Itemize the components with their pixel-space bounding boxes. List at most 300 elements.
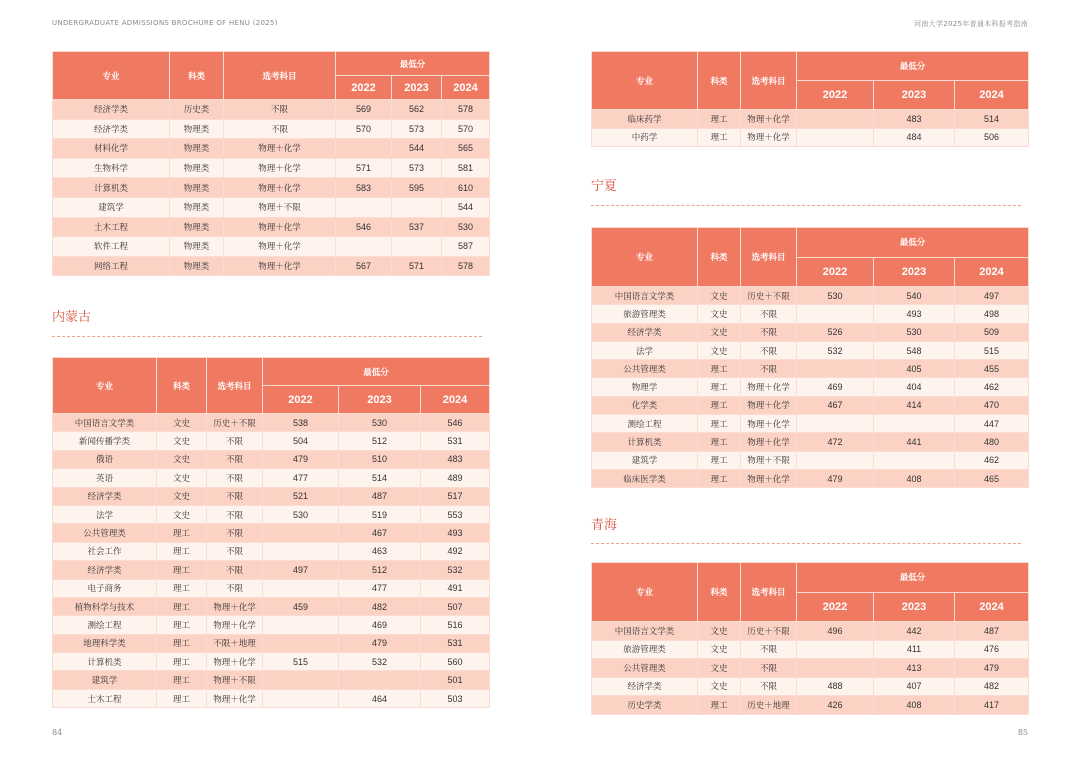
qinghai-score-table — [591, 562, 1029, 715]
cell-score-2022 — [336, 237, 392, 257]
cell-score-2024: 489 — [421, 469, 490, 487]
cell-score-2024: 565 — [442, 139, 490, 159]
cell-category: 物理类 — [170, 178, 224, 198]
col-header-year: 2022 — [797, 592, 874, 622]
cell-score-2022 — [263, 689, 339, 707]
cell-score-2024: 546 — [421, 414, 490, 432]
cell-score-2022: 570 — [336, 119, 392, 139]
cell-subjects: 物理＋化学 — [224, 158, 336, 178]
table-row — [592, 287, 1029, 305]
col-header-min-score: 最低分 — [797, 52, 1029, 81]
cell-score-2023: 487 — [339, 487, 421, 505]
cell-score-2023: 482 — [339, 597, 421, 615]
table-row — [53, 524, 490, 542]
cell-category: 理工 — [157, 561, 207, 579]
table-row — [592, 378, 1029, 396]
cell-score-2022 — [797, 451, 874, 469]
cell-score-2024: 480 — [955, 433, 1029, 451]
cell-score-2023: 442 — [874, 622, 955, 641]
table-row — [53, 634, 490, 652]
col-header-year: 2024 — [955, 257, 1029, 287]
section-divider — [52, 336, 482, 337]
cell-category: 文史 — [698, 677, 741, 696]
cell-score-2022 — [263, 524, 339, 542]
cell-score-2022: 546 — [336, 217, 392, 237]
section-divider — [591, 205, 1021, 206]
table-row — [53, 237, 490, 257]
cell-score-2024: 465 — [955, 469, 1029, 487]
cell-score-2023: 408 — [874, 696, 955, 715]
cell-score-2022: 459 — [263, 597, 339, 615]
cell-score-2023: 530 — [339, 414, 421, 432]
col-header-year: 2024 — [442, 76, 490, 100]
cell-score-2024: 497 — [955, 287, 1029, 305]
cell-category: 理工 — [698, 415, 741, 433]
cell-score-2023: 484 — [874, 128, 955, 147]
cell-subjects: 物理＋化学 — [207, 689, 263, 707]
cell-score-2023: 537 — [392, 217, 442, 237]
table-row — [53, 100, 490, 120]
cell-score-2022: 504 — [263, 432, 339, 450]
col-header-category: 科类 — [698, 228, 741, 287]
cell-subjects: 物理＋化学 — [224, 256, 336, 276]
cell-subjects: 物理＋化学 — [224, 178, 336, 198]
cell-subjects: 不限 — [207, 450, 263, 468]
cell-score-2023: 571 — [392, 256, 442, 276]
cell-category: 物理类 — [170, 119, 224, 139]
cell-score-2023: 467 — [339, 524, 421, 542]
cell-category: 物理类 — [170, 139, 224, 159]
cell-category: 理工 — [698, 378, 741, 396]
table-row — [53, 469, 490, 487]
cell-subjects: 物理＋化学 — [741, 396, 797, 414]
cell-score-2024: 507 — [421, 597, 490, 615]
cell-score-2022: 496 — [797, 622, 874, 641]
cell-category: 文史 — [698, 622, 741, 641]
cell-major: 经济学类 — [53, 119, 170, 139]
cell-category: 文史 — [698, 659, 741, 678]
cell-score-2024: 483 — [421, 450, 490, 468]
cell-score-2024: 530 — [442, 217, 490, 237]
cell-major: 计算机类 — [592, 433, 698, 451]
cell-subjects: 历史＋不限 — [741, 287, 797, 305]
cell-subjects: 不限 — [224, 100, 336, 120]
table-row — [53, 542, 490, 560]
cell-subjects: 物理＋化学 — [224, 217, 336, 237]
cell-subjects: 物理＋化学 — [224, 139, 336, 159]
cell-subjects: 不限＋地理 — [207, 634, 263, 652]
cell-score-2022 — [797, 659, 874, 678]
cell-subjects: 不限 — [741, 360, 797, 378]
table-row — [53, 579, 490, 597]
cell-score-2022: 569 — [336, 100, 392, 120]
cell-score-2022 — [797, 640, 874, 659]
cell-major: 中药学 — [592, 128, 698, 147]
table-row — [53, 653, 490, 671]
col-header-major: 专业 — [592, 228, 698, 287]
cell-score-2024: 455 — [955, 360, 1029, 378]
cell-category: 理工 — [157, 616, 207, 634]
cell-score-2023: 464 — [339, 689, 421, 707]
cell-subjects: 不限 — [741, 323, 797, 341]
cell-score-2024: 506 — [955, 128, 1029, 147]
cell-subjects: 历史＋地理 — [741, 696, 797, 715]
cell-category: 理工 — [698, 128, 741, 147]
col-header-year: 2022 — [263, 386, 339, 414]
cell-major: 新闻传播学类 — [53, 432, 157, 450]
cell-major: 法学 — [592, 341, 698, 359]
cell-subjects: 物理＋化学 — [741, 128, 797, 147]
cell-score-2024: 491 — [421, 579, 490, 597]
cell-subjects: 物理＋不限 — [207, 671, 263, 689]
cell-subjects: 物理＋化学 — [207, 653, 263, 671]
col-header-year: 2022 — [797, 257, 874, 287]
col-header-subjects: 选考科目 — [207, 358, 263, 414]
cell-score-2022 — [336, 197, 392, 217]
neimenggu-score-table — [52, 357, 490, 708]
cell-major: 公共管理类 — [592, 360, 698, 378]
cell-subjects: 物理＋化学 — [741, 378, 797, 396]
cell-category: 文史 — [157, 487, 207, 505]
cell-major: 建筑学 — [592, 451, 698, 469]
cell-score-2024: 544 — [442, 197, 490, 217]
cell-subjects: 不限 — [207, 487, 263, 505]
cell-category: 文史 — [698, 323, 741, 341]
cell-category: 历史类 — [170, 100, 224, 120]
col-header-year: 2022 — [797, 81, 874, 110]
cell-category: 理工 — [698, 396, 741, 414]
province-title-neimenggu: 内蒙古 — [52, 310, 92, 325]
cell-score-2022: 521 — [263, 487, 339, 505]
cell-major: 土木工程 — [53, 217, 170, 237]
cell-score-2023: 477 — [339, 579, 421, 597]
cell-major: 俄语 — [53, 450, 157, 468]
cell-score-2023: 510 — [339, 450, 421, 468]
table-row — [53, 217, 490, 237]
cell-subjects: 不限 — [741, 341, 797, 359]
cell-score-2023: 514 — [339, 469, 421, 487]
cell-subjects: 物理＋化学 — [224, 237, 336, 257]
col-header-year: 2023 — [874, 592, 955, 622]
table-row — [592, 110, 1029, 129]
cell-score-2022: 530 — [797, 287, 874, 305]
cell-score-2022 — [336, 139, 392, 159]
cell-subjects: 物理＋不限 — [741, 451, 797, 469]
cell-score-2024: 493 — [421, 524, 490, 542]
cell-category: 理工 — [698, 696, 741, 715]
cell-subjects: 物理＋化学 — [207, 597, 263, 615]
cell-major: 法学 — [53, 505, 157, 523]
cell-category: 理工 — [157, 671, 207, 689]
cell-score-2022: 538 — [263, 414, 339, 432]
cell-score-2024: 492 — [421, 542, 490, 560]
cell-category: 理工 — [157, 653, 207, 671]
cell-major: 生物科学 — [53, 158, 170, 178]
cell-score-2022 — [797, 415, 874, 433]
cell-score-2023 — [392, 237, 442, 257]
cell-score-2023: 530 — [874, 323, 955, 341]
col-header-major: 专业 — [53, 358, 157, 414]
cell-score-2024: 470 — [955, 396, 1029, 414]
cell-score-2024: 517 — [421, 487, 490, 505]
cell-score-2023: 479 — [339, 634, 421, 652]
cell-category: 理工 — [157, 542, 207, 560]
cell-score-2023: 414 — [874, 396, 955, 414]
cell-subjects: 物理＋化学 — [741, 469, 797, 487]
cell-category: 物理类 — [170, 237, 224, 257]
cell-score-2023: 595 — [392, 178, 442, 198]
cell-score-2023: 411 — [874, 640, 955, 659]
cell-major: 经济学类 — [592, 323, 698, 341]
cell-subjects: 不限 — [207, 432, 263, 450]
table-row — [592, 323, 1029, 341]
table-row — [53, 616, 490, 634]
table-row — [592, 128, 1029, 147]
col-header-category: 科类 — [157, 358, 207, 414]
cell-score-2024: 476 — [955, 640, 1029, 659]
cell-score-2022 — [263, 542, 339, 560]
cell-major: 中国语言文学类 — [53, 414, 157, 432]
table-row — [53, 197, 490, 217]
col-header-year: 2024 — [955, 592, 1029, 622]
cell-score-2022: 515 — [263, 653, 339, 671]
cell-major: 土木工程 — [53, 689, 157, 707]
cell-major: 经济学类 — [592, 677, 698, 696]
table-row — [53, 487, 490, 505]
cell-subjects: 历史＋不限 — [741, 622, 797, 641]
cell-category: 文史 — [698, 287, 741, 305]
cell-category: 物理类 — [170, 158, 224, 178]
col-header-major: 专业 — [592, 52, 698, 110]
table-row — [53, 256, 490, 276]
col-header-min-score: 最低分 — [336, 52, 490, 76]
cell-major: 计算机类 — [53, 178, 170, 198]
cell-score-2022: 583 — [336, 178, 392, 198]
table-row — [53, 505, 490, 523]
cell-score-2022: 497 — [263, 561, 339, 579]
table-row — [53, 561, 490, 579]
cell-score-2022: 526 — [797, 323, 874, 341]
cell-score-2022: 426 — [797, 696, 874, 715]
page-number-left: 84 — [52, 728, 63, 737]
cell-subjects: 物理＋化学 — [741, 110, 797, 129]
cell-subjects: 物理＋化学 — [741, 415, 797, 433]
cell-category: 文史 — [698, 640, 741, 659]
table-row — [53, 178, 490, 198]
cell-category: 文史 — [698, 341, 741, 359]
cell-category: 物理类 — [170, 256, 224, 276]
cell-score-2023: 463 — [339, 542, 421, 560]
cell-score-2024: 560 — [421, 653, 490, 671]
col-header-subjects: 选考科目 — [741, 228, 797, 287]
col-header-major: 专业 — [592, 563, 698, 622]
col-header-min-score: 最低分 — [797, 563, 1029, 593]
cell-category: 理工 — [157, 579, 207, 597]
cell-score-2022: 530 — [263, 505, 339, 523]
cell-score-2024: 509 — [955, 323, 1029, 341]
cell-score-2024: 487 — [955, 622, 1029, 641]
col-header-major: 专业 — [53, 52, 170, 100]
cell-major: 公共管理类 — [592, 659, 698, 678]
cell-score-2023: 469 — [339, 616, 421, 634]
cell-category: 文史 — [157, 505, 207, 523]
cell-score-2023: 405 — [874, 360, 955, 378]
col-header-category: 科类 — [170, 52, 224, 100]
cell-category: 理工 — [157, 597, 207, 615]
cell-major: 历史学类 — [592, 696, 698, 715]
cell-score-2022: 477 — [263, 469, 339, 487]
col-header-min-score: 最低分 — [797, 228, 1029, 258]
cell-major: 临床药学 — [592, 110, 698, 129]
province-title-qinghai: 青海 — [591, 518, 618, 533]
cell-score-2022: 467 — [797, 396, 874, 414]
cell-category: 物理类 — [170, 217, 224, 237]
cell-score-2024: 578 — [442, 100, 490, 120]
cell-score-2022: 472 — [797, 433, 874, 451]
cell-score-2022: 567 — [336, 256, 392, 276]
cell-subjects: 不限 — [741, 640, 797, 659]
table-row — [592, 640, 1029, 659]
cell-major: 物理学 — [592, 378, 698, 396]
table-row — [592, 622, 1029, 641]
cell-subjects: 物理＋不限 — [224, 197, 336, 217]
cell-subjects: 不限 — [207, 542, 263, 560]
cell-subjects: 不限 — [207, 505, 263, 523]
cell-major: 经济学类 — [53, 487, 157, 505]
cell-score-2022: 469 — [797, 378, 874, 396]
cell-score-2023 — [874, 451, 955, 469]
col-header-year: 2023 — [874, 81, 955, 110]
brochure-header-en: UNDERGRADUATE ADMISSIONS BROCHURE OF HENU (2025) — [52, 19, 278, 27]
cell-score-2024: 553 — [421, 505, 490, 523]
table-row — [53, 432, 490, 450]
cell-score-2024: 447 — [955, 415, 1029, 433]
cell-major: 临床医学类 — [592, 469, 698, 487]
cell-major: 测绘工程 — [592, 415, 698, 433]
cell-score-2023 — [392, 197, 442, 217]
table-row — [592, 696, 1029, 715]
cell-score-2022 — [797, 360, 874, 378]
cell-category: 文史 — [157, 450, 207, 468]
cell-category: 理工 — [157, 689, 207, 707]
cell-score-2023: 413 — [874, 659, 955, 678]
cell-score-2023: 548 — [874, 341, 955, 359]
cell-score-2022 — [263, 616, 339, 634]
table-row — [53, 597, 490, 615]
col-header-subjects: 选考科目 — [741, 563, 797, 622]
table-row — [592, 659, 1029, 678]
cell-subjects: 历史＋不限 — [207, 414, 263, 432]
cell-score-2023: 407 — [874, 677, 955, 696]
cell-score-2022 — [797, 305, 874, 323]
table-row — [53, 414, 490, 432]
cell-score-2023: 519 — [339, 505, 421, 523]
cell-score-2023 — [339, 671, 421, 689]
cell-score-2024: 516 — [421, 616, 490, 634]
cell-score-2024: 503 — [421, 689, 490, 707]
cell-major: 测绘工程 — [53, 616, 157, 634]
cell-score-2023: 544 — [392, 139, 442, 159]
cell-subjects: 不限 — [741, 305, 797, 323]
table-row — [53, 158, 490, 178]
cell-subjects: 不限 — [207, 561, 263, 579]
cell-subjects: 不限 — [741, 677, 797, 696]
cell-score-2022: 479 — [263, 450, 339, 468]
cell-score-2022: 532 — [797, 341, 874, 359]
cell-score-2024: 531 — [421, 634, 490, 652]
ningxia-score-table — [591, 227, 1029, 488]
cell-score-2023: 573 — [392, 158, 442, 178]
table-row — [592, 360, 1029, 378]
cell-major: 旅游管理类 — [592, 640, 698, 659]
col-header-year: 2023 — [874, 257, 955, 287]
cell-score-2023: 483 — [874, 110, 955, 129]
cell-major: 英语 — [53, 469, 157, 487]
cell-score-2024: 515 — [955, 341, 1029, 359]
cell-major: 中国语言文学类 — [592, 622, 698, 641]
cell-major: 材料化学 — [53, 139, 170, 159]
cell-major: 软件工程 — [53, 237, 170, 257]
col-header-category: 科类 — [698, 52, 741, 110]
cell-score-2022: 488 — [797, 677, 874, 696]
continued-score-table — [591, 51, 1029, 147]
cell-subjects: 物理＋化学 — [741, 433, 797, 451]
cell-score-2022 — [263, 579, 339, 597]
section-divider — [591, 543, 1021, 544]
cell-score-2023: 532 — [339, 653, 421, 671]
cell-score-2024: 578 — [442, 256, 490, 276]
cell-category: 理工 — [157, 524, 207, 542]
page-number-right: 85 — [1017, 728, 1028, 737]
table-row — [53, 450, 490, 468]
cell-category: 理工 — [157, 634, 207, 652]
cell-major: 社会工作 — [53, 542, 157, 560]
cell-score-2022 — [263, 634, 339, 652]
table-row — [592, 415, 1029, 433]
cell-score-2023: 493 — [874, 305, 955, 323]
cell-major: 植物科学与技术 — [53, 597, 157, 615]
col-header-subjects: 选考科目 — [224, 52, 336, 100]
cell-major: 中国语言文学类 — [592, 287, 698, 305]
cell-category: 文史 — [698, 305, 741, 323]
cell-score-2023: 562 — [392, 100, 442, 120]
cell-major: 电子商务 — [53, 579, 157, 597]
table-row — [592, 305, 1029, 323]
cell-score-2023: 512 — [339, 561, 421, 579]
cell-score-2023: 540 — [874, 287, 955, 305]
cell-score-2024: 498 — [955, 305, 1029, 323]
cell-score-2022: 571 — [336, 158, 392, 178]
cell-major: 旅游管理类 — [592, 305, 698, 323]
col-header-year: 2022 — [336, 76, 392, 100]
cell-subjects: 不限 — [207, 579, 263, 597]
cell-score-2024: 501 — [421, 671, 490, 689]
col-header-subjects: 选考科目 — [741, 52, 797, 110]
table-row — [592, 677, 1029, 696]
table-row — [592, 469, 1029, 487]
cell-category: 文史 — [157, 414, 207, 432]
col-header-year: 2024 — [955, 81, 1029, 110]
cell-score-2024: 479 — [955, 659, 1029, 678]
cell-score-2024: 514 — [955, 110, 1029, 129]
cell-subjects: 不限 — [741, 659, 797, 678]
col-header-min-score: 最低分 — [263, 358, 490, 386]
cell-score-2024: 587 — [442, 237, 490, 257]
cell-subjects: 不限 — [207, 469, 263, 487]
cell-score-2023: 408 — [874, 469, 955, 487]
table-row — [53, 119, 490, 139]
cell-score-2022 — [797, 128, 874, 147]
